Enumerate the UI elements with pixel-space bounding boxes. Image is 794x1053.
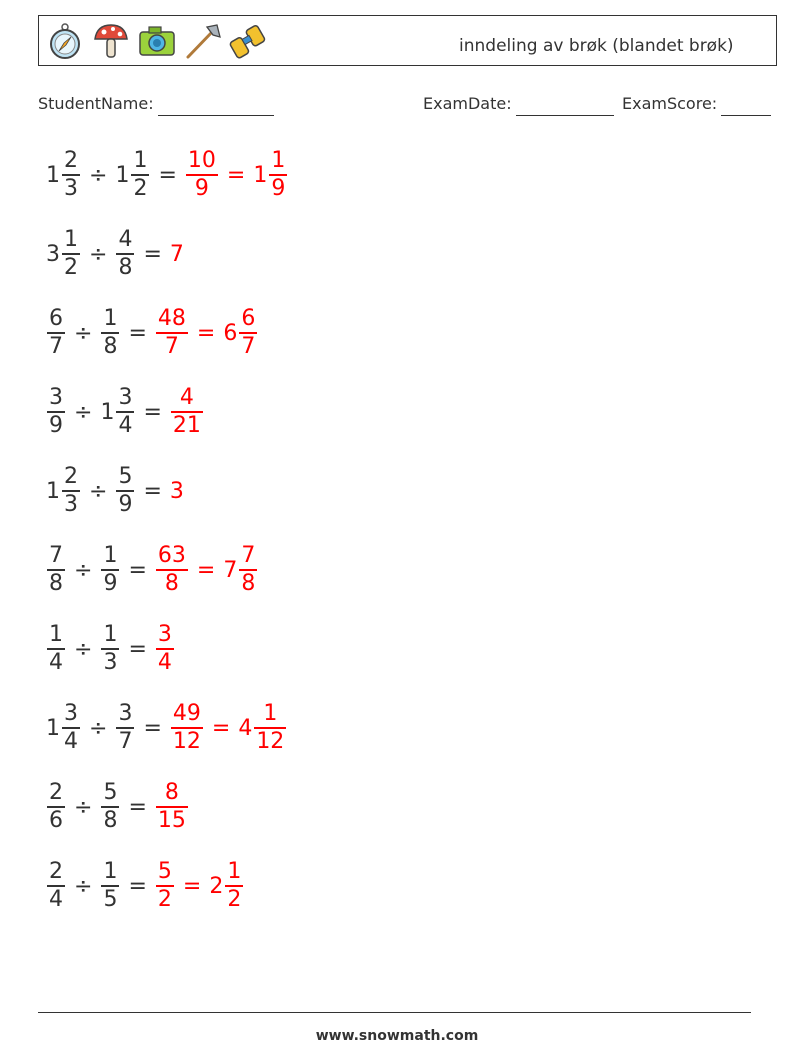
answer-whole: 1 (253, 162, 268, 188)
dividend-fraction (47, 780, 65, 834)
divisor-denominator: 3 (103, 649, 118, 675)
answer (170, 242, 185, 267)
answer-equals-sign: = (196, 320, 216, 346)
answer-value: 3 (169, 478, 184, 504)
answer-whole: 6 (223, 320, 238, 346)
divisor-numerator: 1 (103, 306, 118, 332)
answer-fraction (239, 306, 257, 360)
worksheet-title: inndeling av brøk (blandet brøk) (459, 36, 734, 56)
equals-sign: = (158, 162, 177, 188)
divisor-denominator: 9 (103, 570, 118, 596)
dividend-whole: 1 (46, 715, 60, 741)
student-name-field (38, 92, 274, 116)
answer-whole: 2 (209, 873, 224, 899)
answer-whole: 4 (238, 715, 253, 741)
answer-numerator: 1 (271, 148, 286, 174)
dividend-fraction (62, 227, 80, 281)
dividend-denominator: 3 (64, 491, 78, 517)
divisor-fraction (131, 148, 149, 202)
student-name-label: StudentName: (38, 94, 154, 113)
dividend-whole: 1 (46, 478, 60, 504)
answer-numerator: 8 (164, 780, 179, 806)
exam-score-field (622, 92, 771, 116)
divisor-numerator: 5 (103, 780, 118, 806)
divisor-denominator: 4 (118, 412, 133, 438)
equals-sign: = (143, 478, 162, 504)
dividend-fraction (47, 543, 65, 597)
answer-denominator: 12 (256, 728, 285, 754)
divisor-fraction (116, 385, 134, 439)
dividend-denominator: 4 (49, 649, 63, 675)
divisor-denominator: 7 (118, 728, 133, 754)
answer-whole: 7 (223, 557, 238, 583)
answer (185, 148, 288, 202)
axe-icon (183, 21, 223, 61)
equals-sign: = (128, 873, 147, 899)
dividend-numerator: 6 (49, 306, 63, 332)
compass-icon (45, 21, 85, 61)
header-box (38, 15, 777, 66)
equals-sign: = (128, 794, 147, 820)
exam-score-line[interactable] (721, 97, 771, 116)
answer-numerator: 3 (157, 622, 172, 648)
dividend-fraction (47, 306, 65, 360)
footer-divider (38, 1012, 751, 1013)
answer-fraction (254, 701, 286, 755)
problem-row (46, 693, 287, 763)
dividend-fraction (47, 859, 65, 913)
problem-row (46, 298, 258, 368)
divide-sign: ÷ (74, 794, 93, 820)
problem-row (46, 535, 258, 605)
dividend-fraction (47, 385, 65, 439)
answer-numerator: 4 (179, 385, 194, 411)
answer-fraction (171, 385, 203, 439)
footer-url: www.snowmath.com (315, 1028, 479, 1044)
divide-sign: ÷ (89, 715, 108, 741)
divide-sign: ÷ (89, 478, 108, 504)
divisor-fraction (101, 859, 119, 913)
dividend-whole: 3 (46, 241, 60, 267)
dividend-fraction (62, 701, 80, 755)
answer-denominator: 7 (241, 333, 256, 359)
answer-fraction (156, 543, 188, 597)
dividend-denominator: 8 (49, 570, 63, 596)
equals-sign: = (143, 399, 162, 425)
camera-icon (137, 21, 177, 61)
problem-row (46, 456, 185, 526)
divisor-numerator: 3 (118, 701, 133, 727)
exam-date-label: ExamDate: (423, 94, 512, 113)
answer-fraction (239, 543, 257, 597)
problem-row (46, 614, 175, 684)
divisor-denominator: 2 (133, 175, 148, 201)
dividend-denominator: 9 (49, 412, 63, 438)
dividend-denominator: 6 (49, 807, 63, 833)
dividend-denominator: 2 (64, 254, 78, 280)
equals-sign: = (143, 241, 162, 267)
dividend-numerator: 2 (49, 859, 63, 885)
divide-sign: ÷ (89, 162, 108, 188)
answer-numerator: 48 (157, 306, 186, 332)
exam-score-label: ExamScore: (622, 94, 718, 113)
answer (170, 479, 185, 504)
dividend-whole: 1 (46, 162, 60, 188)
answer (170, 701, 287, 755)
answer (155, 543, 258, 597)
answer-numerator: 49 (172, 701, 201, 727)
answer-fraction (186, 148, 218, 202)
divisor-numerator: 1 (133, 148, 148, 174)
dividend-fraction (62, 148, 80, 202)
divide-sign: ÷ (74, 399, 93, 425)
divisor-whole: 1 (100, 399, 115, 425)
divisor-whole: 1 (115, 162, 130, 188)
answer-numerator: 5 (157, 859, 172, 885)
divide-sign: ÷ (74, 873, 93, 899)
dividend-numerator: 3 (64, 701, 78, 727)
dividend-denominator: 7 (49, 333, 63, 359)
divisor-numerator: 3 (118, 385, 133, 411)
dividend-numerator: 2 (49, 780, 63, 806)
answer-denominator: 12 (172, 728, 201, 754)
divisor-denominator: 8 (103, 807, 118, 833)
answer-denominator: 8 (164, 570, 179, 596)
answer-equals-sign: = (211, 715, 231, 741)
divisor-fraction (101, 306, 119, 360)
problem-row (46, 140, 288, 210)
divisor-fraction (101, 622, 119, 676)
problem-row (46, 772, 189, 842)
answer-fraction (156, 306, 188, 360)
exam-date-field (423, 92, 614, 116)
answer (155, 859, 244, 913)
answer-denominator: 8 (241, 570, 256, 596)
dividend-fraction (47, 622, 65, 676)
divisor-denominator: 8 (118, 254, 133, 280)
divide-sign: ÷ (89, 241, 108, 267)
divisor-denominator: 9 (118, 491, 133, 517)
divisor-numerator: 1 (103, 622, 118, 648)
dividend-numerator: 1 (49, 622, 63, 648)
divisor-denominator: 5 (103, 886, 118, 912)
divisor-denominator: 8 (103, 333, 118, 359)
problem-row (46, 851, 244, 921)
dividend-denominator: 4 (49, 886, 63, 912)
divisor-fraction (116, 227, 134, 281)
answer-fraction (171, 701, 203, 755)
mushroom-icon (91, 21, 131, 61)
divisor-numerator: 5 (118, 464, 133, 490)
answer-fraction (225, 859, 243, 913)
dividend-numerator: 7 (49, 543, 63, 569)
divide-sign: ÷ (74, 557, 93, 583)
answer-fraction (156, 622, 174, 676)
answer-denominator: 15 (157, 807, 186, 833)
dividend-numerator: 1 (64, 227, 78, 253)
answer (155, 306, 258, 360)
answer-denominator: 2 (227, 886, 242, 912)
dividend-numerator: 2 (64, 464, 78, 490)
answer-denominator: 9 (271, 175, 286, 201)
equals-sign: = (128, 557, 147, 583)
exam-date-line[interactable] (516, 97, 614, 116)
answer-value: 7 (169, 241, 184, 267)
divisor-fraction (101, 780, 119, 834)
divide-sign: ÷ (74, 636, 93, 662)
answer-numerator: 1 (263, 701, 278, 727)
divisor-fraction (116, 701, 134, 755)
equals-sign: = (128, 636, 147, 662)
answer-numerator: 1 (227, 859, 242, 885)
answer-fraction (156, 859, 174, 913)
answer (155, 622, 175, 676)
equals-sign: = (128, 320, 147, 346)
student-name-line[interactable] (158, 97, 274, 116)
answer-denominator: 9 (194, 175, 209, 201)
answer-denominator: 21 (172, 412, 201, 438)
answer (170, 385, 204, 439)
answer-numerator: 63 (157, 543, 186, 569)
answer-equals-sign: = (226, 162, 246, 188)
answer-fraction (156, 780, 188, 834)
answer-numerator: 7 (241, 543, 256, 569)
header-icons (45, 20, 269, 62)
problem-row (46, 377, 204, 447)
answer (155, 780, 189, 834)
answer-fraction (269, 148, 287, 202)
answer-numerator: 10 (187, 148, 216, 174)
answer-numerator: 6 (241, 306, 256, 332)
equals-sign: = (143, 715, 162, 741)
answer-equals-sign: = (196, 557, 216, 583)
dividend-denominator: 4 (64, 728, 78, 754)
divisor-fraction (101, 543, 119, 597)
divisor-fraction (116, 464, 134, 518)
dividend-numerator: 2 (64, 148, 78, 174)
binoculars-icon (229, 21, 269, 61)
answer-denominator: 7 (164, 333, 179, 359)
dividend-numerator: 3 (49, 385, 63, 411)
divide-sign: ÷ (74, 320, 93, 346)
dividend-denominator: 3 (64, 175, 78, 201)
answer-equals-sign: = (182, 873, 202, 899)
divisor-numerator: 4 (118, 227, 133, 253)
problem-row (46, 219, 185, 289)
divisor-numerator: 1 (103, 543, 118, 569)
dividend-fraction (62, 464, 80, 518)
divisor-numerator: 1 (103, 859, 118, 885)
answer-denominator: 2 (157, 886, 172, 912)
answer-denominator: 4 (157, 649, 172, 675)
